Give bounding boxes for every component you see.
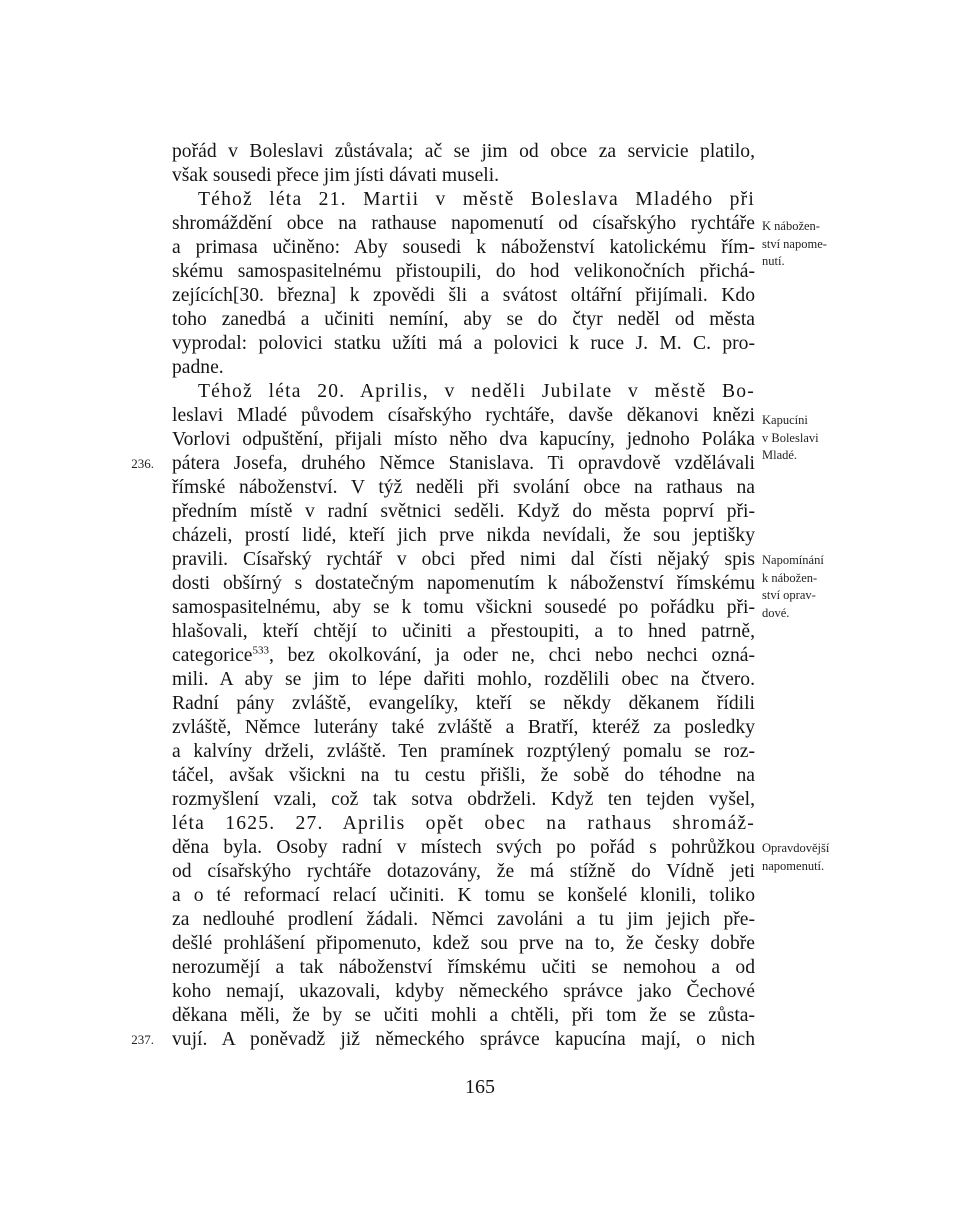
text-line: dešlé prohlášení připomenuto, kdež sou prve na to, že česky dobře bbox=[172, 933, 755, 954]
text-line: padne. bbox=[172, 357, 224, 378]
text-line: předním místě v radní světnici seděli. Když do města poprví při- bbox=[172, 501, 755, 522]
text-line: Téhož léta 20. Aprilis, v neděli Jubilate v městě Bo- bbox=[198, 381, 755, 402]
text-segment: , bez okolkování, ja oder ne, chci nebo nechci ozná- bbox=[269, 645, 755, 666]
text-line: zvláště, Němce luterány také zvláště a Bratří, kteréž za posledky bbox=[172, 717, 755, 738]
text-line: a primasa učiněno: Aby sousedi k náboženství katolickému řím- bbox=[172, 237, 755, 258]
text-line: pátera Josefa, druhého Němce Stanislava. Ti opravdově vzdělávali bbox=[172, 453, 755, 474]
margin-note-line: Napomínání bbox=[762, 553, 824, 567]
text-line: nerozumějí a tak náboženství římskému učiti se nemohou a od bbox=[172, 957, 755, 978]
margin-note-line: K nábožen- bbox=[762, 219, 820, 233]
text-line: dosti obšírný s dostatečným napomenutím k náboženství římskému bbox=[172, 573, 755, 594]
margin-note-line: ství napome- bbox=[762, 236, 827, 251]
text-line: koho nemají, ukazovali, kdyby německého správce jako Čechové bbox=[172, 981, 755, 1002]
text-line: vyprodal: polovici statku užíti má a polovici k ruce J. M. C. pro- bbox=[172, 333, 755, 354]
text-line: skému samospasitelnému přistoupili, do hod velikonočních přichá- bbox=[172, 261, 755, 282]
text-line: a kalvíny drželi, zvláště. Ten pramínek rozptýlený pomalu se roz- bbox=[172, 741, 755, 762]
text-line: vují. A poněvadž již německého správce kapucína mají, o nich bbox=[172, 1029, 755, 1050]
margin-note bbox=[762, 218, 872, 271]
text-line-with-footnote bbox=[172, 644, 755, 668]
margin-note-line: ství oprav- bbox=[762, 588, 816, 602]
text-line: Vorlovi odpuštění, přijali místo něho dva kapucíny, jednoho Poláka bbox=[172, 429, 755, 450]
text-line: pořád v Boleslavi zůstávala; ač se jim od obce za servicie platilo, bbox=[172, 141, 755, 162]
text-line: cházeli, prostí lidé, kteří jich prve nikda nevídali, že sou jeptišky bbox=[172, 525, 755, 546]
margin-note-line: k nábožen- bbox=[762, 570, 818, 585]
margin-note-line: dové. bbox=[762, 605, 790, 620]
text-line: leslavi Mladé původem císařskýho rychtáře, davše děkanovi knězi bbox=[172, 405, 755, 426]
text-line: samospasitelnému, aby se k tomu všickni sousedé po pořádku při- bbox=[172, 597, 755, 618]
text-line: hlašovali, kteří chtějí to učiniti a přestoupiti, a to hned patrně, bbox=[172, 621, 755, 642]
text-line: rozmyšlení vzali, což tak sotva obdrželi. Když ten tejden vyšel, bbox=[172, 789, 755, 810]
text-line: zejících[30. března] k zpovědi šli a svátost oltářní přijímali. Kdo bbox=[172, 285, 755, 306]
margin-note-line: Mladé. bbox=[762, 448, 798, 462]
text-line: a o té reformací relací učiniti. K tomu se konšelé klonili, toliko bbox=[172, 885, 755, 906]
text-line: římské náboženství. V týž neděli při svolání obce na rathaus na bbox=[172, 477, 755, 498]
margin-note-line: nutí. bbox=[762, 254, 785, 268]
text-line: táčel, avšak všickni na tu cestu přišli, že sobě do téhodne na bbox=[172, 765, 755, 786]
text-line: Radní pány zvláště, evangelíky, kteří se někdy děkanem řídili bbox=[172, 693, 755, 714]
text-line: děna byla. Osoby radní v místech svých po pořád s pohrůžkou bbox=[172, 837, 755, 858]
text-line: pravili. Císařský rychtář v obci před nimi dal čísti nějaký spis bbox=[172, 549, 755, 570]
margin-note bbox=[762, 412, 872, 465]
text-line: děkana měli, že by se učiti mohli a chtěli, při tom že se zůsta- bbox=[172, 1005, 755, 1026]
footnote-reference: 533 bbox=[252, 644, 269, 657]
text-segment: categorice bbox=[172, 645, 253, 666]
margin-note-line: Kapucíni bbox=[762, 413, 808, 427]
margin-note-line: Opravdovější bbox=[762, 841, 830, 855]
original-page-reference: 237. bbox=[131, 1032, 154, 1047]
text-line: však sousedi přece jim jísti dávati museli. bbox=[172, 165, 500, 186]
page-number: 165 bbox=[465, 1076, 495, 1098]
text-line: od císařskýho rychtáře dotazovány, že má stížně do Vídně jeti bbox=[172, 861, 755, 882]
text-line: Téhož léta 21. Martii v městě Boleslava Mladého při bbox=[198, 189, 755, 210]
margin-note-line: napomenutí. bbox=[762, 858, 825, 873]
text-line: léta 1625. 27. Aprilis opět obec na rathaus shromáž- bbox=[172, 813, 755, 834]
text-line: mili. A aby se jim to lépe dařiti mohlo, rozdělili obec na čtvero. bbox=[172, 669, 755, 690]
margin-note-line: v Boleslavi bbox=[762, 430, 819, 445]
text-line: za nedlouhé prodlení žádali. Němci zavoláni a tu jim jejich pře- bbox=[172, 909, 755, 930]
original-page-reference: 236. bbox=[131, 456, 154, 471]
margin-note bbox=[762, 552, 872, 622]
margin-note bbox=[762, 840, 872, 875]
text-line: toho zanedbá a učiniti nemíní, aby se do čtyr neděl od města bbox=[172, 309, 755, 330]
text-line: shromáždění obce na rathause napomenutí od císařskýho rychtáře bbox=[172, 213, 755, 234]
